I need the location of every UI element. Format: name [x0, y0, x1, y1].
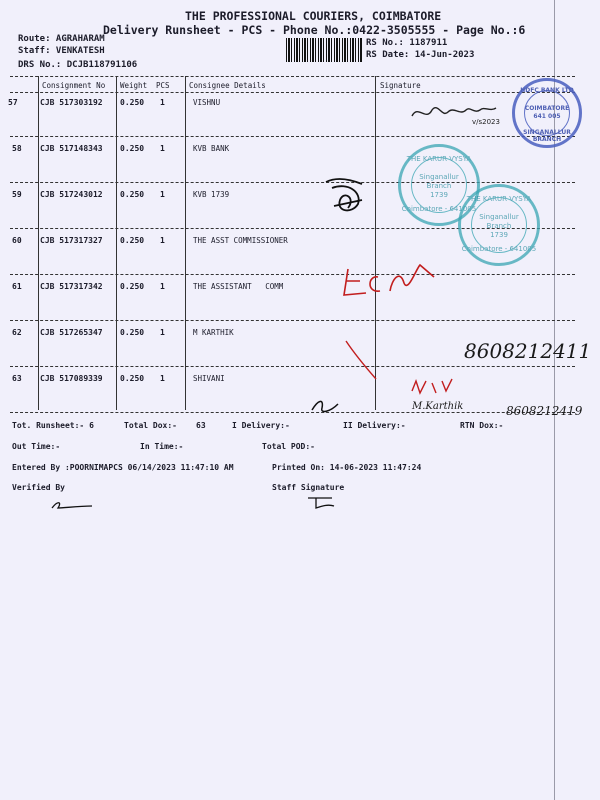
signature-shivani — [308, 392, 348, 416]
i-delivery: I Delivery:- — [232, 421, 290, 430]
col-signature: Signature — [380, 81, 421, 90]
row-consignment: CJB 517089339 — [40, 374, 103, 383]
row-consignment: CJB 517317327 — [40, 236, 103, 245]
row-consignee: M KARTHIK — [193, 328, 234, 337]
out-time: Out Time:- — [12, 442, 61, 451]
karur-vysya-seal: THE KARUR VYSYA Singanallur Branch 1739 Coimbatore - 641005 — [398, 144, 480, 226]
row-weight: 0.250 — [120, 282, 145, 291]
row-pcs: 1 — [160, 98, 165, 107]
row-consignment: CJB 517148343 — [40, 144, 103, 153]
row-weight: 0.250 — [120, 144, 145, 153]
row-pcs: 1 — [160, 236, 165, 245]
runsheet-subtitle: Delivery Runsheet - PCS - Phone No.:0422-3505555 - Page No.:6 — [103, 23, 526, 37]
row-pcs: 1 — [160, 190, 165, 199]
row-consignment: CJB 517265347 — [40, 328, 103, 337]
signature-vishnu — [408, 98, 518, 128]
row-pcs: 1 — [160, 282, 165, 291]
tot-runsheet: Tot. Runsheet:- 6 — [12, 421, 94, 430]
col-divider — [38, 76, 39, 410]
row-rule — [10, 274, 575, 275]
col-pcs: PCS — [156, 81, 170, 90]
phone-row62: 8608212411 — [464, 339, 592, 363]
table-top-rule — [10, 76, 575, 77]
karur-vysya-seal: THE KARUR VYSYA Singanallur Branch 1739 Coimbatore - 641005 — [458, 184, 540, 266]
row-consignee: SHIVANI — [193, 374, 225, 383]
staff-text: Staff: VENKATESH — [18, 46, 105, 56]
signature-name-row63: M.Karthik — [412, 401, 464, 412]
row-weight: 0.250 — [120, 98, 145, 107]
signature-karthik — [408, 375, 588, 425]
row-consignee: KVB BANK — [193, 144, 230, 153]
ii-delivery: II Delivery:- — [343, 421, 406, 430]
row-consignment: CJB 517303192 — [40, 98, 103, 107]
row-consignee: THE ASSISTANT COMM — [193, 282, 284, 291]
row-sno: 57 — [8, 98, 18, 107]
verified-by: Verified By — [12, 483, 65, 492]
row-sno: 59 — [12, 190, 22, 199]
total-dox-value: 63 — [196, 421, 206, 430]
row-rule — [10, 136, 575, 137]
route-text: Route: AGRAHARAM — [18, 34, 105, 44]
row-sno: 62 — [12, 328, 22, 337]
row-sno: 63 — [12, 374, 22, 383]
row-pcs: 1 — [160, 328, 165, 337]
row-consignee: KVB 1739 — [193, 190, 230, 199]
row-rule — [10, 320, 575, 321]
row-sno: 58 — [12, 144, 22, 153]
total-pod: Total POD:- — [262, 442, 315, 451]
table-head-rule — [10, 92, 575, 93]
barcode — [286, 38, 362, 62]
row-rule — [10, 182, 575, 183]
row-weight: 0.250 — [120, 328, 145, 337]
row-consignee: VISHNU — [193, 98, 221, 107]
col-consignee: Consignee Details — [189, 81, 266, 90]
verifier-signature — [48, 496, 98, 516]
total-dox-label: Total Dox:- — [124, 421, 177, 430]
rs-number: RS No.: 1187911 — [366, 38, 448, 48]
rs-date: RS Date: 14-Jun-2023 — [366, 50, 475, 60]
signature-red-mark — [340, 335, 400, 385]
row-weight: 0.250 — [120, 374, 145, 383]
row-consignment: CJB 517317342 — [40, 282, 103, 291]
rtn-dox: RTN Dox:- — [460, 421, 504, 430]
row-sno: 61 — [12, 282, 22, 291]
col-divider — [185, 76, 186, 410]
entered-by: Entered By :POORNIMAPCS 06/14/2023 11:47:10 AM — [12, 463, 234, 472]
row-pcs: 1 — [160, 374, 165, 383]
col-divider — [116, 76, 117, 410]
row-consignment: CJB 517243012 — [40, 190, 103, 199]
signature-kvb-bank — [318, 170, 378, 220]
signature-ecn — [338, 255, 448, 305]
row-weight: 0.250 — [120, 190, 145, 199]
row-consignee: THE ASST COMMISSIONER — [193, 236, 288, 245]
in-time: In Time:- — [140, 442, 184, 451]
col-weight: Weight — [120, 81, 148, 90]
col-consignment: Consignment No — [42, 81, 106, 90]
drs-number: DRS No.: DCJB118791106 — [18, 60, 138, 70]
handwritten-phone-row62 — [460, 330, 600, 370]
staff-signature-mark — [304, 494, 344, 514]
signature-date-note: v/s2023 — [472, 118, 500, 126]
printed-on: Printed On: 14-06-2023 11:47:24 — [272, 463, 422, 472]
row-weight: 0.250 — [120, 236, 145, 245]
hdfc-bank-seal: HDFC BANK LTD COIMBATORE 641 005 SINGANALLUR BRANCH — [512, 78, 582, 148]
staff-signature-label: Staff Signature — [272, 483, 345, 492]
company-title: THE PROFESSIONAL COURIERS, COIMBATORE — [185, 9, 442, 23]
row-pcs: 1 — [160, 144, 165, 153]
phone-row63: 8608212419 — [506, 404, 583, 418]
row-sno: 60 — [12, 236, 22, 245]
